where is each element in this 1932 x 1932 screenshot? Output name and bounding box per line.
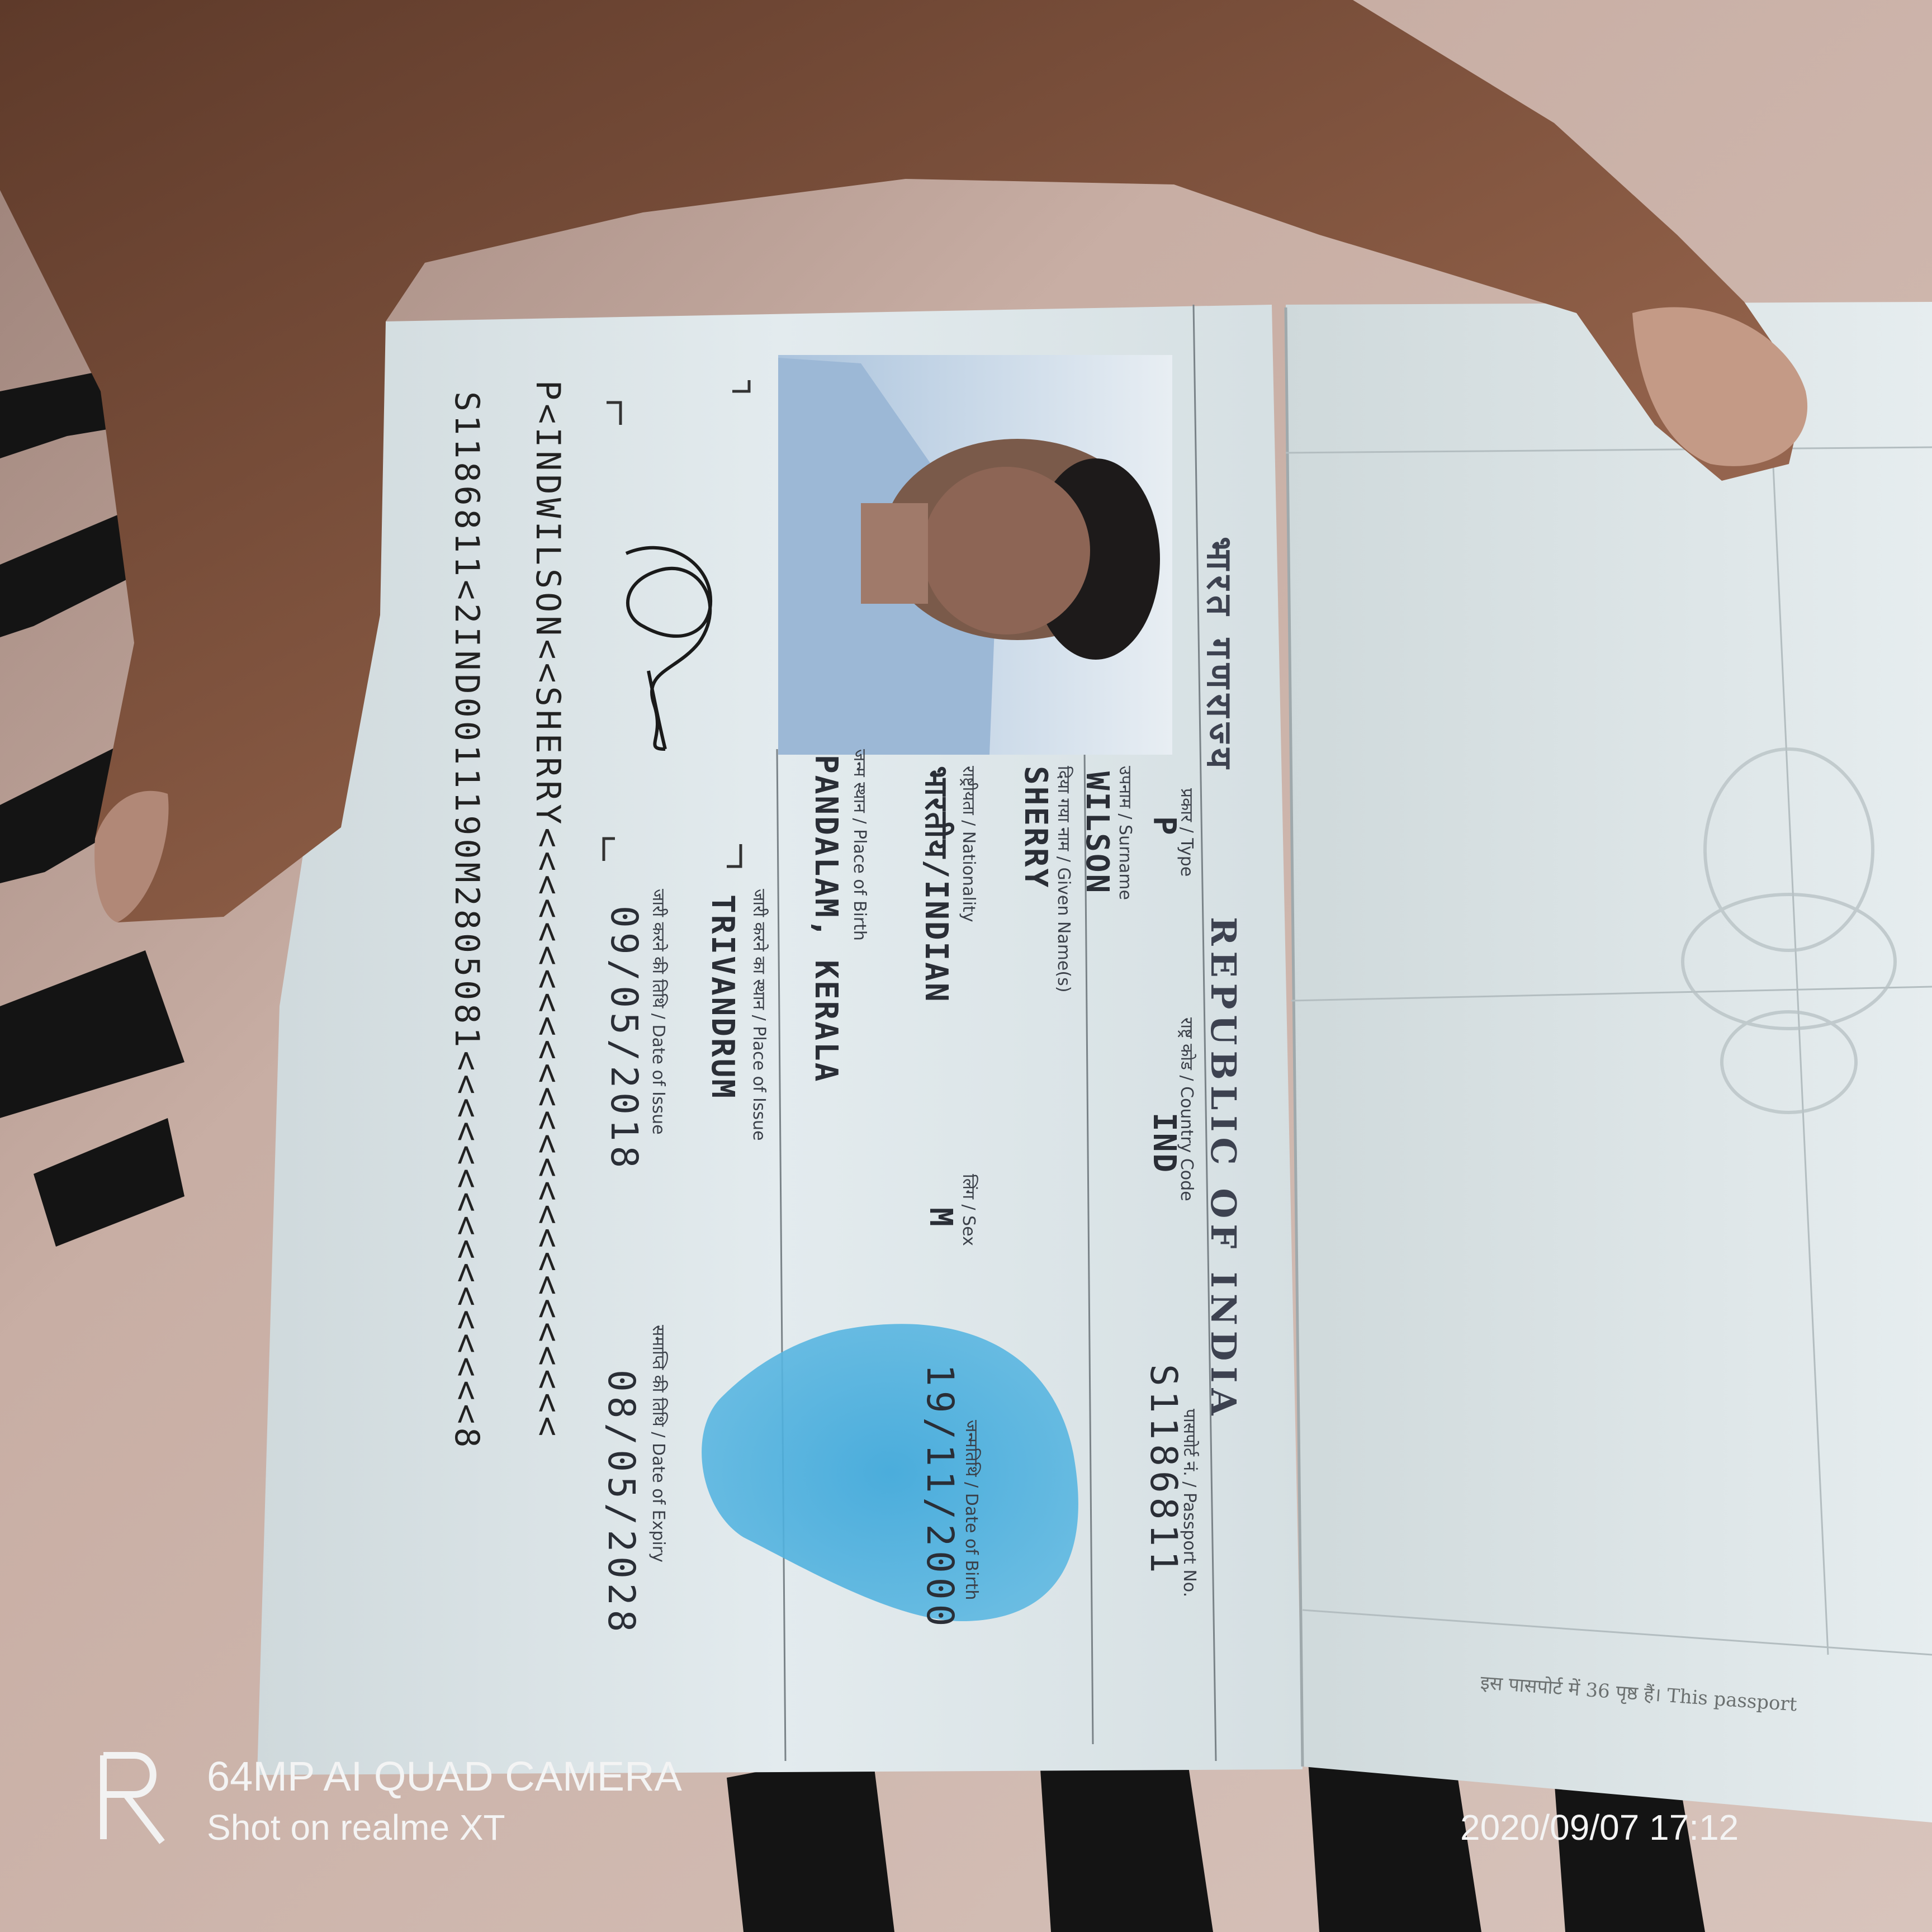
- country-code-label: राष्ट्र कोड / Country Code: [1177, 1017, 1196, 1201]
- place-of-issue-label: जारी करने का स्थान / Place of Issue: [749, 889, 769, 1141]
- nationality-label: राष्ट्रीयता / Nationality: [959, 766, 978, 922]
- passport-no-label: पासपोर्ट नं. / Passport No.: [1180, 1409, 1199, 1598]
- camera-watermark-timestamp: 2020/09/07 17:12: [1460, 1807, 1739, 1848]
- dob-value: 19/11/2000: [918, 1364, 962, 1631]
- date-of-expiry-value: 08/05/2028: [600, 1370, 643, 1637]
- type-value: P: [1146, 816, 1182, 837]
- place-of-issue-value: TRIVANDRUM: [704, 894, 741, 1100]
- date-of-issue-label: जारी करने की तिथि / Date of Issue: [648, 889, 668, 1135]
- mrz-line-1: P<INDWILSON<<SHERRY<<<<<<<<<<<<<<<<<<<<<<<<<<: [528, 380, 567, 1440]
- mrz-line-2: S1186811<2IND0011190M2805081<<<<<<<<<<<<<<<<8: [447, 391, 486, 1451]
- passport-no-value: S1186811: [1142, 1364, 1185, 1578]
- sex-label: लिंग / Sex: [959, 1174, 978, 1246]
- given-names-label: दिया गया नाम / Given Name(s): [1054, 766, 1073, 993]
- date-of-expiry-label: समाप्ति की तिथि / Date of Expiry: [648, 1325, 668, 1562]
- date-of-issue-value: 09/05/2018: [603, 906, 646, 1173]
- sex-value: M: [922, 1208, 959, 1228]
- place-of-birth-value: PANDALAM, KERALA: [808, 755, 844, 1083]
- header-title: REPUBLIC OF INDIA: [1203, 917, 1244, 1421]
- header-hindi: भारत गणराज्य: [1199, 537, 1240, 774]
- given-names-value: SHERRY: [1017, 766, 1054, 889]
- surname-value: WILSON: [1079, 771, 1115, 895]
- holder-photo: [778, 355, 1172, 755]
- dob-label: जन्मतिथि / Date of Birth: [962, 1420, 981, 1600]
- passport-blank-page: [1286, 302, 1932, 1822]
- country-code-value: IND: [1146, 1112, 1182, 1175]
- camera-watermark-title: 64MP AI QUAD CAMERA: [207, 1753, 682, 1800]
- camera-watermark-device: Shot on realme XT: [207, 1807, 505, 1848]
- type-label: प्रकार / Type: [1177, 788, 1196, 877]
- page-count-note: इस पासपोर्ट में 36 पृष्ठ हैं। This passport: [1479, 1671, 1798, 1716]
- surname-label: उपनाम / Surname: [1115, 766, 1135, 900]
- place-of-birth-label: जन्म स्थान / Place of Birth: [850, 749, 869, 941]
- nationality-value: भारतीय/INDIAN: [918, 766, 954, 1003]
